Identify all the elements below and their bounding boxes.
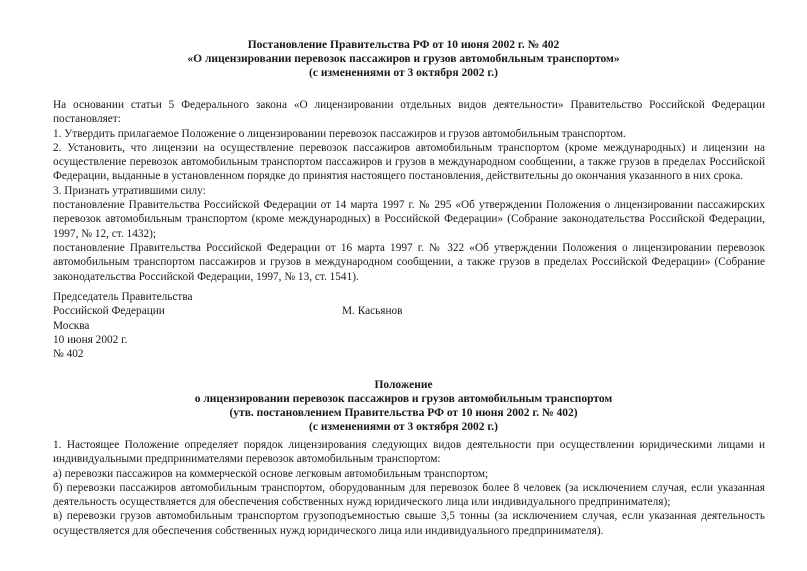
decree-amendments: (с изменениями от 3 октября 2002 г.) (309, 67, 498, 79)
signature-city: Москва (53, 319, 90, 332)
repealed-decree-322: постановление Правительства Российской Федерации от 16 марта 1997 г. № 322 «Об утверждении Положения о лицензировании перевозок автомобильным транспортом пассажиров и грузов в международном сообщении, а также грузов в пределах Российской Федерации» (Собрание законодательства Российской Федерации, 1997, № 13, ст. 1541). (53, 241, 765, 283)
decree-body (53, 98, 765, 284)
clause-1: 1. Утвердить прилагаемое Положение о лицензировании перевозок пассажиров и грузов автомобильным транспортом. (53, 127, 626, 140)
decree-subtitle: «О лицензировании перевозок пассажиров и грузов автомобильным транспортом» (187, 53, 620, 65)
regulation-title: Положение (374, 379, 433, 391)
preamble: На основании статьи 5 Федерального закона «О лицензировании отдельных видов деятельности» Правительство Российской Федерации постановляет: (53, 99, 765, 126)
regulation-body (53, 438, 765, 538)
signatory-name: М. Касьянов (342, 305, 403, 317)
regulation-paragraph-1: 1. Настоящее Положение определяет порядок лицензирования следующих видов деятельности при осуществлении юридическими лицами и индивидуальными предпринимателями перевозок автомобильным транспортом: (53, 439, 765, 466)
clause-3: 3. Признать утратившими силу: (53, 184, 206, 197)
regulation-approved: (утв. постановлением Правительства РФ от 10 июня 2002 г. № 402) (229, 407, 578, 419)
signature-number: № 402 (53, 348, 84, 361)
clause-2: 2. Установить, что лицензии на осуществление перевозок пассажиров автомобильным транспортом (кроме международных) и лицензии на осуществление перевозок автомобильным транспортом пассажиров и грузов в международном сообщении, а также грузов в пределах Российской Федерации, выданные в установленном порядке до принятия настоящего постановления, действительны до окончания указанного в них срока. (53, 141, 765, 183)
signature-position-line1: Председатель Правительства (53, 291, 193, 303)
repealed-decree-295: постановление Правительства Российской Федерации от 14 марта 1997 г. № 295 «Об утверждении Положения о лицензировании пассажирских перевозок автомобильным транспортом (кроме международных) в Российской Федерации» (Собрание законодательства Российской Федерации, 1997, № 12, ст. 1432); (53, 199, 765, 240)
regulation-item-a: а) перевозки пассажиров на коммерческой основе легковым автомобильным транспортом; (53, 467, 489, 480)
decree-title: Постановление Правительства РФ от 10 июня 2002 г. № 402 (247, 39, 560, 51)
signature-date: 10 июня 2002 г. (53, 333, 128, 346)
signature-block (53, 290, 193, 361)
regulation-amendments: (с изменениями от 3 октября 2002 г.) (309, 421, 498, 433)
signature-position-line2: Российской Федерации (53, 305, 165, 318)
regulation-item-b: б) перевозки пассажиров автомобильным транспортом, оборудованным для перевозок более 8 человек (за исключением случая, если указанная деятельность осуществляется для обеспечения собственных нужд юридического лица или индивидуального предпринимателя); (53, 481, 765, 509)
regulation-subtitle: о лицензировании перевозок пассажиров и грузов автомобильным транспортом (194, 393, 613, 405)
regulation-item-c: в) перевозки грузов автомобильным транспортом грузоподъемностью свыше 3,5 тонны (за исключением случая, если указанная деятельность осуществляется для обеспечения собственных нужд юридического лица или индивидуального предпринимателя). (53, 510, 765, 537)
